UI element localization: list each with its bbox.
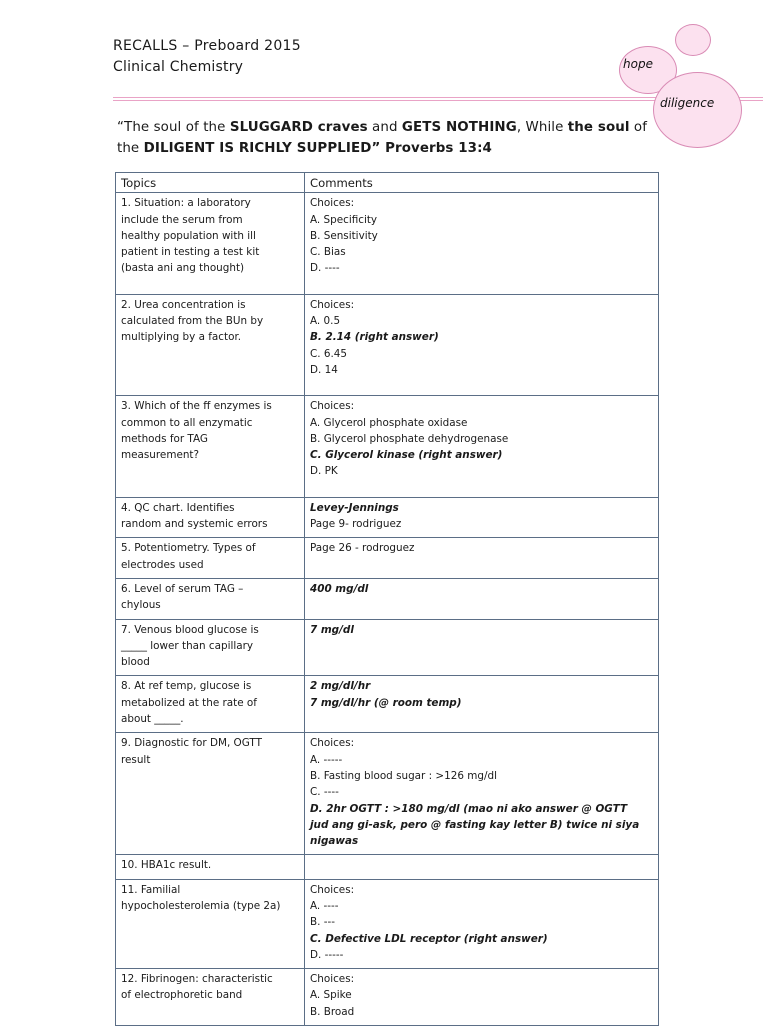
comment-line: A. ---- — [310, 899, 339, 912]
bible-quote — [117, 117, 657, 159]
table-row — [116, 969, 659, 1026]
comment-line: B. Broad — [310, 1005, 355, 1018]
topic-cell — [116, 497, 305, 538]
quote-part: , While — [516, 120, 568, 135]
topic-line: chylous — [121, 599, 161, 612]
table-row — [116, 578, 659, 619]
table-row — [116, 193, 659, 294]
comments-cell — [305, 497, 659, 538]
topic-cell — [116, 578, 305, 619]
answer-line: C. Defective LDL receptor (right answer) — [310, 932, 548, 945]
topic-line: 11. Familial — [121, 883, 181, 896]
topic-line: healthy population with ill — [121, 229, 256, 242]
quote-emphasis: DILIGENT IS RICHLY SUPPLIED — [143, 141, 372, 156]
quote-part: of the — [117, 120, 648, 156]
table-row — [116, 396, 659, 497]
quote-emphasis: the soul — [567, 120, 630, 135]
topic-line: calculated from the BUn by — [121, 315, 264, 328]
comments-cell — [305, 855, 659, 879]
topic-line: 4. QC chart. Identifies — [121, 501, 235, 514]
topic-cell — [116, 855, 305, 879]
topic-line: 7. Venous blood glucose is — [121, 623, 259, 636]
answer-line: jud ang gi-ask, pero @ fasting kay letter B) twice ni siya — [310, 818, 640, 831]
table-row — [116, 676, 659, 733]
topic-line: multiplying by a factor. — [121, 331, 242, 344]
decor-circle-diligence — [653, 72, 742, 148]
comments-cell — [305, 578, 659, 619]
answer-line: nigawas — [310, 835, 359, 848]
comment-line: C. ---- — [310, 786, 339, 799]
topic-line: include the serum from — [121, 213, 243, 226]
comment-line: Choices: — [310, 737, 355, 750]
answer-line: 400 mg/dl — [310, 582, 369, 595]
comment-line: A. Glycerol phosphate oxidase — [310, 416, 468, 429]
comments-cell — [305, 193, 659, 294]
column-header-comments: Comments — [305, 173, 659, 193]
comment-line: Choices: — [310, 973, 355, 986]
topic-line: 10. HBA1c result. — [121, 859, 212, 872]
comments-cell — [305, 294, 659, 395]
decor-circle-small — [675, 24, 711, 56]
topic-line: of electrophoretic band — [121, 989, 243, 1002]
answer-line: B. 2.14 (right answer) — [310, 331, 439, 344]
comment-line: Page 26 - rodroguez — [310, 542, 415, 555]
table-row — [116, 855, 659, 879]
hope-label: hope — [623, 57, 653, 71]
topic-cell — [116, 193, 305, 294]
topic-line: random and systemic errors — [121, 518, 268, 531]
topic-cell — [116, 619, 305, 676]
table-header-row — [116, 173, 659, 193]
comment-line: A. Spike — [310, 989, 352, 1002]
document-title: RECALLS – Preboard 2015 — [113, 38, 301, 54]
comment-line: C. Bias — [310, 246, 346, 259]
comment-line: B. Fasting blood sugar : >126 mg/dl — [310, 769, 497, 782]
comments-cell — [305, 538, 659, 579]
topic-line: _____ lower than capillary — [121, 639, 254, 652]
topic-cell — [116, 396, 305, 497]
comments-cell — [305, 879, 659, 968]
topic-line: 5. Potentiometry. Types of — [121, 542, 256, 555]
comment-line: D. 14 — [310, 363, 338, 376]
comment-line: D. ----- — [310, 948, 344, 961]
table-row — [116, 538, 659, 579]
topic-cell — [116, 879, 305, 968]
topic-cell — [116, 676, 305, 733]
quote-part: “The soul of the — [117, 120, 230, 135]
topic-line: metabolized at the rate of — [121, 696, 257, 709]
quote-part: and — [367, 120, 402, 135]
comment-line: B. Sensitivity — [310, 229, 378, 242]
topic-line: 3. Which of the ff enzymes is — [121, 400, 272, 413]
diligence-label: diligence — [660, 96, 715, 110]
comment-line: A. 0.5 — [310, 315, 341, 328]
topic-line: 2. Urea concentration is — [121, 298, 246, 311]
topic-line: 12. Fibrinogen: characteristic — [121, 973, 273, 986]
topic-line: 9. Diagnostic for DM, OGTT — [121, 737, 262, 750]
topic-cell — [116, 294, 305, 395]
answer-line: D. 2hr OGTT : >180 mg/dl (mao ni ako answer @ OGTT — [310, 802, 628, 815]
answer-line: 7 mg/dl — [310, 623, 354, 636]
comment-line: D. PK — [310, 465, 338, 478]
comment-line: C. 6.45 — [310, 347, 347, 360]
table-row — [116, 879, 659, 968]
comments-cell — [305, 619, 659, 676]
comment-line: A. Specificity — [310, 213, 378, 226]
topic-line: common to all enzymatic — [121, 416, 253, 429]
comment-line: Choices: — [310, 883, 355, 896]
table-row — [116, 733, 659, 855]
table-row — [116, 497, 659, 538]
comment-line: Page 9- rodriguez — [310, 518, 402, 531]
answer-line: Levey-Jennings — [310, 501, 399, 514]
comment-line: Choices: — [310, 298, 355, 311]
comment-line: D. ---- — [310, 262, 340, 275]
topic-line: (basta ani ang thought) — [121, 262, 245, 275]
comment-line: B. Glycerol phosphate dehydrogenase — [310, 432, 509, 445]
topic-line: hypocholesterolemia (type 2a) — [121, 899, 281, 912]
comment-line: B. --- — [310, 916, 335, 929]
topic-cell — [116, 733, 305, 855]
comments-cell — [305, 396, 659, 497]
topic-line: about _____. — [121, 713, 184, 726]
topic-line: 6. Level of serum TAG – — [121, 582, 244, 595]
comment-line: Choices: — [310, 400, 355, 413]
topic-line: methods for TAG — [121, 432, 208, 445]
topic-cell — [116, 969, 305, 1026]
quote-reference: ” Proverbs 13:4 — [371, 141, 492, 156]
topic-line: 1. Situation: a laboratory — [121, 197, 251, 210]
answer-line: C. Glycerol kinase (right answer) — [310, 449, 503, 462]
comments-cell — [305, 733, 659, 855]
answer-line: 7 mg/dl/hr (@ room temp) — [310, 696, 462, 709]
topic-line: patient in testing a test kit — [121, 246, 260, 259]
answer-line: 2 mg/dl/hr — [310, 680, 371, 693]
topic-line: measurement? — [121, 449, 200, 462]
comments-cell — [305, 969, 659, 1026]
comments-cell — [305, 676, 659, 733]
column-header-topics: Topics — [116, 173, 305, 193]
table-row — [116, 294, 659, 395]
quote-emphasis: SLUGGARD craves — [229, 120, 368, 135]
table-row — [116, 619, 659, 676]
document-subtitle: Clinical Chemistry — [113, 59, 244, 75]
topic-line: 8. At ref temp, glucose is — [121, 680, 252, 693]
quote-emphasis: GETS NOTHING — [401, 120, 517, 135]
topic-line: result — [121, 753, 151, 766]
recalls-table — [115, 172, 659, 1026]
topic-cell — [116, 538, 305, 579]
table-body — [116, 193, 659, 1026]
topic-line: blood — [121, 656, 150, 669]
comment-line: Choices: — [310, 197, 355, 210]
topic-line: electrodes used — [121, 558, 204, 571]
comment-line: A. ----- — [310, 753, 343, 766]
